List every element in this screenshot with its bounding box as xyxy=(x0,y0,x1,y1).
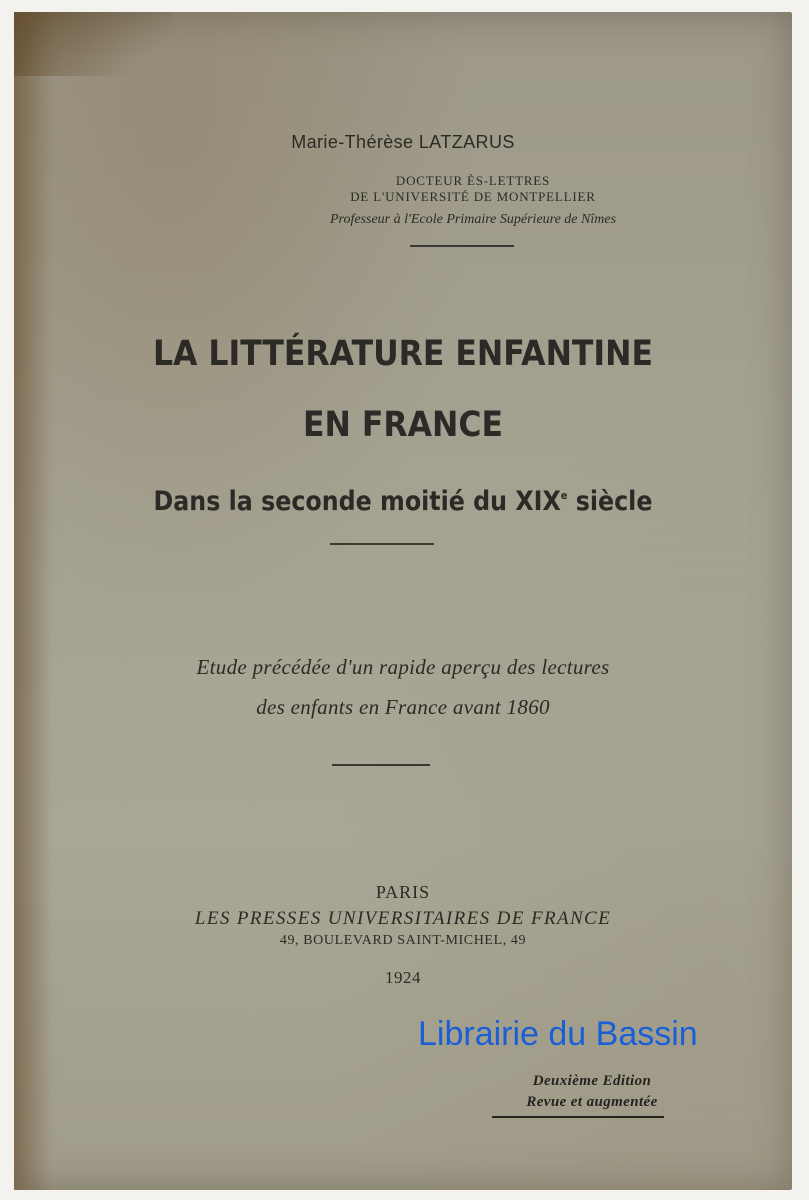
edition-revision: Revue et augmentée xyxy=(526,1094,658,1110)
author-name: Marie-Thérèse LATZARUS xyxy=(291,132,515,152)
author-position: Professeur à l'Ecole Primaire Supérieure de Nîmes xyxy=(329,212,617,227)
book-cover xyxy=(14,12,792,1190)
subtitle-main: Dans la seconde moitié du XIX xyxy=(153,486,561,517)
book-subtitle xyxy=(61,486,746,517)
description-line-2: des enfants en France avant 1860 xyxy=(256,695,550,719)
imprint-address: 49, BOULEVARD SAINT-MICHEL, 49 xyxy=(279,933,527,948)
corner-wear xyxy=(14,12,174,76)
bookseller-watermark: Librairie du Bassin xyxy=(418,1015,698,1053)
imprint-year: 1924 xyxy=(385,968,421,987)
description-line-1: Etude précédée d'un rapide aperçu des lectures xyxy=(196,655,610,679)
author-credential-degree: DOCTEUR ÈS-LETTRES xyxy=(395,173,551,188)
book-title-line-1: LA LITTÉRATURE ENFANTINE xyxy=(152,334,654,374)
divider-rule-top xyxy=(410,245,514,247)
divider-rule-middle xyxy=(330,543,434,545)
book-title-line-2: EN FRANCE xyxy=(302,405,503,445)
edition-underline xyxy=(492,1116,664,1118)
imprint-city: PARIS xyxy=(375,882,431,902)
subtitle-superscript: e xyxy=(560,489,568,502)
subtitle-end: siècle xyxy=(567,486,653,517)
imprint-publisher: LES PRESSES UNIVERSITAIRES DE FRANCE xyxy=(194,908,612,929)
author-credential-university: DE L'UNIVERSITÉ DE MONTPELLIER xyxy=(350,189,596,204)
divider-rule-lower xyxy=(332,764,430,766)
edition-label: Deuxième Edition xyxy=(532,1073,652,1089)
spine-wear xyxy=(14,12,52,1190)
